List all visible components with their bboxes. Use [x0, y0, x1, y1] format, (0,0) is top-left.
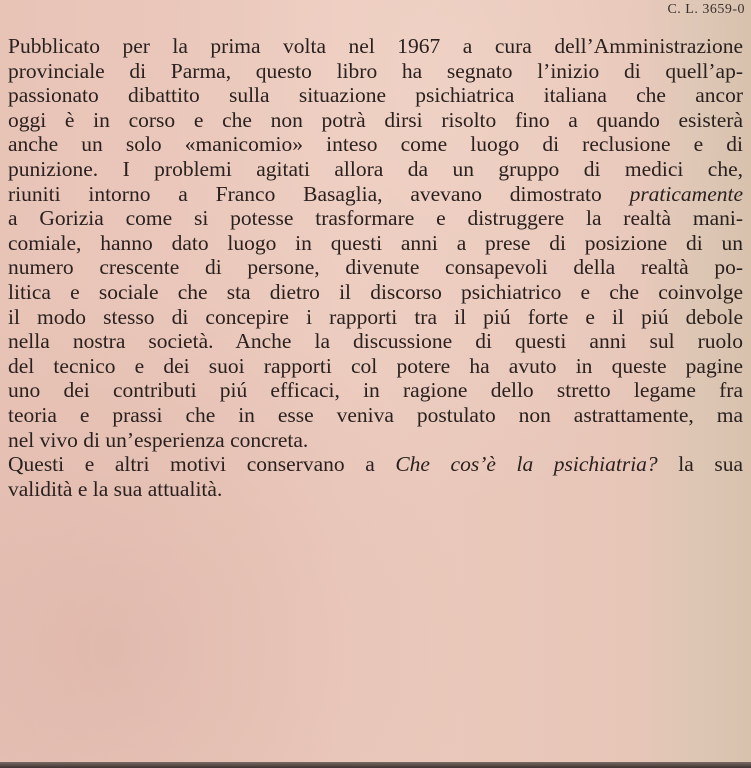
blurb-line: Pubblicato per la prima volta nel 1967 a cura dell’Amministrazione	[8, 34, 743, 58]
blurb-line: teoria e prassi che in esse veniva postulato non astrattamente, ma	[8, 402, 743, 427]
blurb-line: a Gorizia come si potesse trasformare e distruggere la realtà mani-	[8, 206, 743, 231]
blurb-line: validità e la sua attualità.	[8, 476, 223, 501]
blurb-line: comiale, hanno dato luogo in questi anni a prese di posizione di un	[8, 230, 743, 255]
blurb-line: uno dei contributi piú efficaci, in ragione dello stretto legame fra	[8, 378, 743, 403]
blurb-line: litica e sociale che sta dietro il discorso psichiatrico e che coinvolge	[8, 279, 743, 304]
blurb-line: provinciale di Parma, questo libro ha segnato l’inizio di quell’ap-	[8, 58, 743, 83]
blurb-line-text: Questi e altri motivi conservano a	[8, 452, 375, 477]
italic-word: praticamente	[629, 181, 744, 206]
blurb-line-text: riuniti intorno a Franco Basaglia, avevano dimostrato	[8, 181, 602, 206]
blurb-line: passionato dibattito sulla situazione psichiatrica italiana che ancor	[8, 83, 743, 108]
blurb-line: del tecnico e dei suoi rapporti col potere ha avuto in queste pagine	[8, 353, 743, 378]
bottom-edge	[0, 762, 751, 768]
blurb-line: il modo stesso di concepire i rapporti tra il piú forte e il piú debole	[8, 304, 743, 329]
catalog-code: C. L. 3659-0	[667, 2, 745, 17]
blurb-line: punizione. I problemi agitati allora da un gruppo di medici che,	[8, 156, 743, 181]
blurb-line-with-title	[8, 452, 743, 477]
blurb-line: numero crescente di persone, divenute consapevoli della realtà po-	[8, 255, 743, 280]
blurb-text	[8, 34, 743, 501]
blurb-line: nella nostra società. Anche la discussione di questi anni sul ruolo	[8, 329, 743, 354]
blurb-line-with-italic	[8, 182, 743, 207]
blurb-line-text: la sua	[678, 452, 744, 477]
blurb-line: anche un solo «manicomio» inteso come luogo di reclusione e di	[8, 132, 743, 157]
blurb-line: nel vivo di un’esperienza concreta.	[8, 427, 309, 452]
book-title: Che cos’è la psichiatria?	[395, 452, 658, 477]
blurb-line: oggi è in corso e che non potrà dirsi risolto fino a quando esisterà	[8, 107, 743, 132]
